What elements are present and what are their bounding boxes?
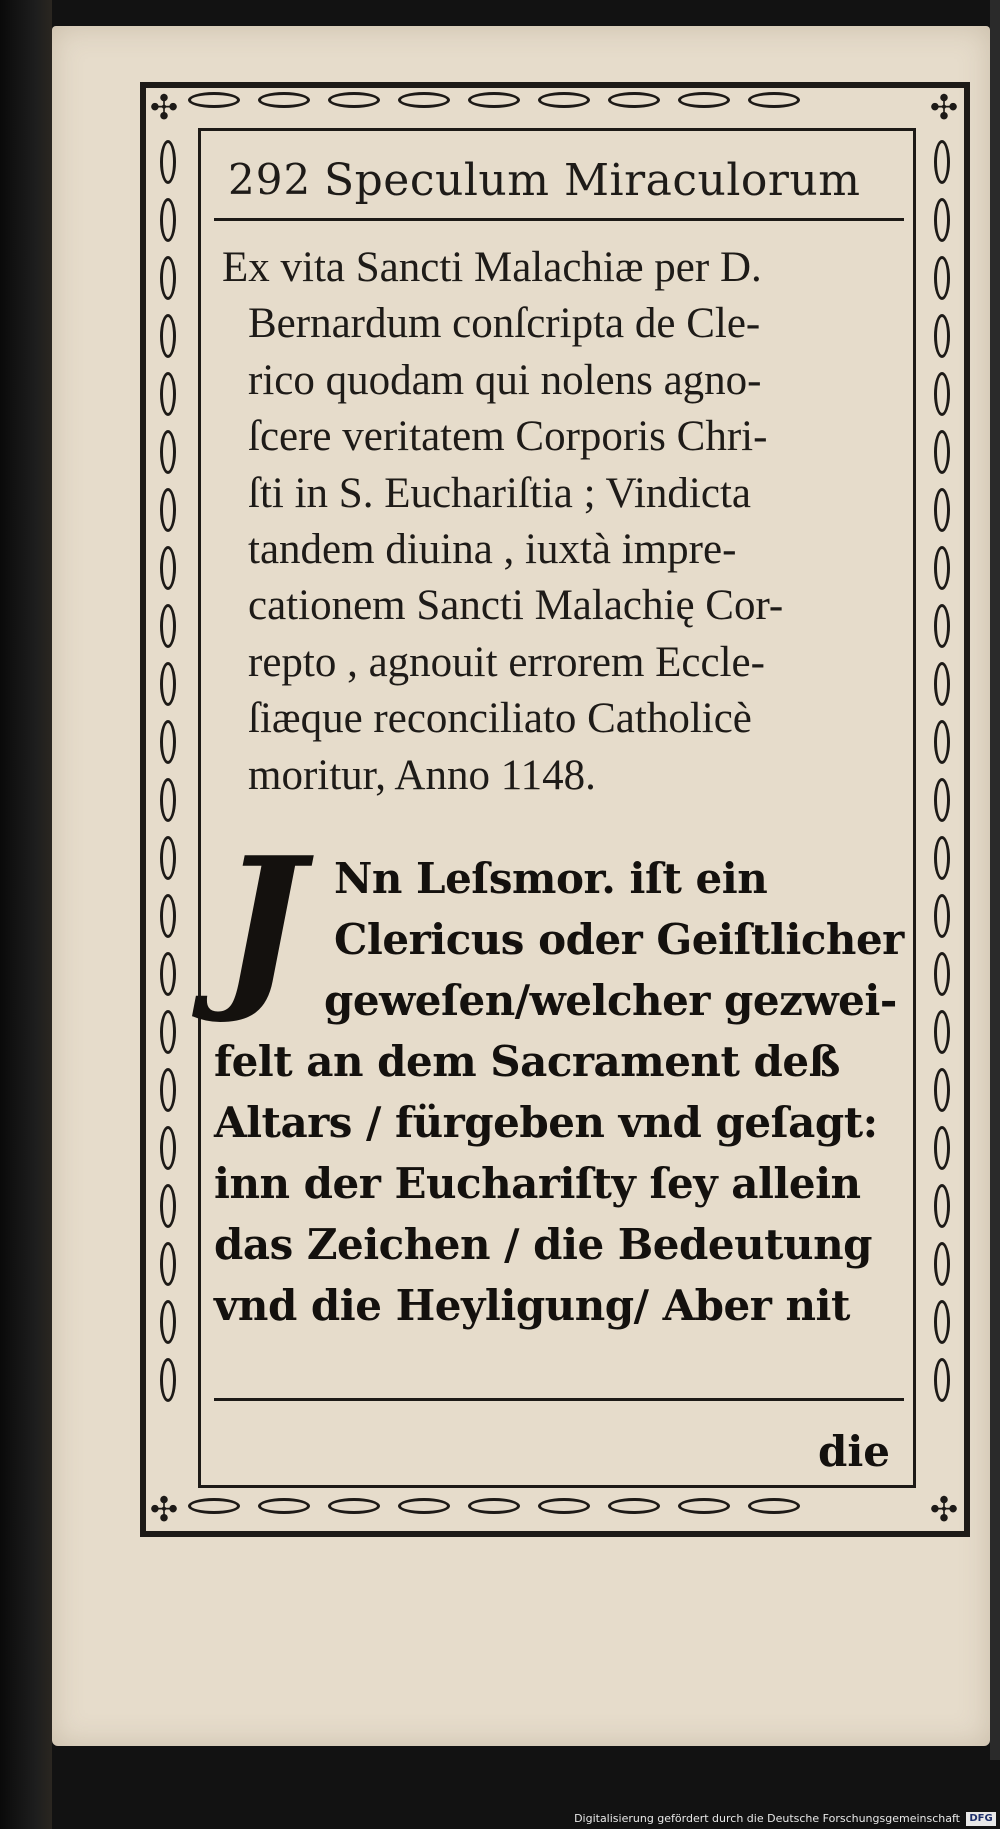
heading-line: moritur, Anno 1148.: [248, 751, 596, 799]
border-left-ornament: [160, 140, 176, 1402]
body-line: das Zeichen / die Bedeutung: [214, 1220, 872, 1269]
body-line: Altars / fürgeben vnd geſagt:: [214, 1098, 878, 1147]
german-body-text: [214, 848, 904, 1336]
header-rule: [214, 218, 904, 221]
heading-line: ſcere veritatem Corporis Chri-: [248, 413, 768, 461]
corner-ornament-icon: ✣: [149, 1490, 179, 1530]
border-top-ornament: [188, 92, 800, 108]
body-line: inn der Euchariſty ſey allein: [214, 1159, 861, 1208]
page-header: [214, 155, 904, 215]
body-line: vnd die Heyligung/ Aber nit: [214, 1281, 850, 1330]
page-edge: [990, 0, 1000, 1760]
digitization-credit: Digitalisierung gefördert durch die Deutsche Forschungsgemeinschaft: [574, 1812, 960, 1825]
body-line: Clericus oder Geiſtlicher: [334, 915, 904, 964]
latin-heading: [222, 240, 902, 804]
heading-line: tandem diuina , iuxtà impre-: [248, 526, 737, 574]
catchword: die: [817, 1427, 890, 1476]
heading-line: repto , agnouit errorem Eccle-: [248, 638, 765, 686]
body-line: felt an dem Sacrament deß: [214, 1037, 840, 1086]
book-spine-shadow: [0, 0, 52, 1829]
body-line: geweſen/welcher gezwei-: [324, 976, 897, 1025]
heading-line: ſiæque reconciliato Catholicè: [248, 695, 752, 743]
heading-line: rico quodam qui nolens agno-: [248, 356, 762, 404]
footer-rule: [214, 1398, 904, 1401]
border-bottom-ornament: [188, 1498, 800, 1514]
heading-line: cationem Sancti Malachię Cor-: [248, 582, 784, 630]
heading-line: Bernardum conſcripta de Cle-: [248, 300, 761, 348]
heading-line: ſti in S. Euchariſtia ; Vindicta: [248, 469, 751, 517]
corner-ornament-icon: ✣: [929, 88, 959, 128]
heading-line: Ex vita Sancti Malachiæ per D.: [222, 244, 762, 291]
corner-ornament-icon: ✣: [929, 1490, 959, 1530]
running-title: Speculum Miraculorum: [324, 155, 861, 206]
drop-capital: J: [220, 818, 305, 1027]
body-line: Nn Leſsmor. iſt ein: [334, 854, 768, 903]
dfg-logo: DFG: [966, 1812, 996, 1826]
page-number: 292: [228, 155, 312, 204]
border-right-ornament: [934, 140, 950, 1402]
corner-ornament-icon: ✣: [149, 88, 179, 128]
